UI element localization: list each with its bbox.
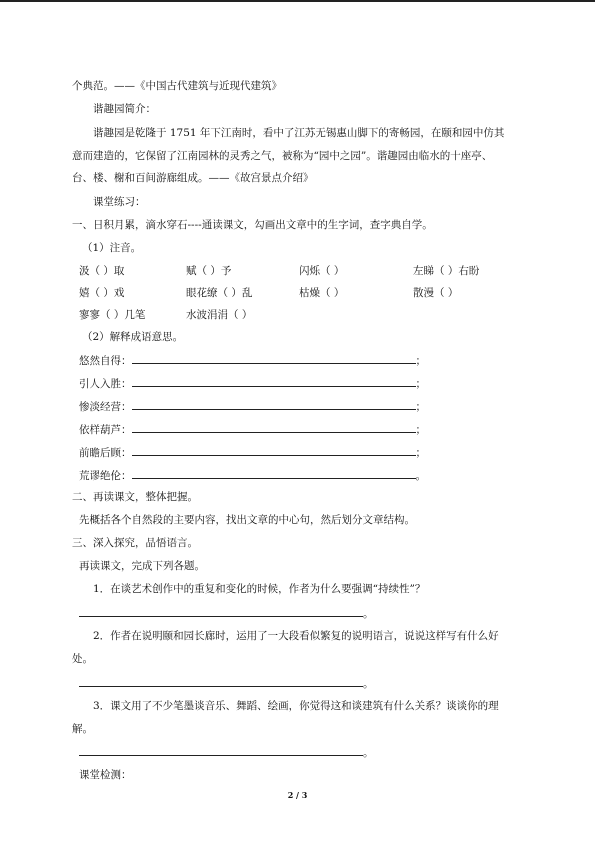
- idiom-term: 前瞻后顾：: [79, 447, 132, 459]
- pinyin-item: 左睇（ ）右盼: [413, 265, 480, 277]
- pinyin-item: 寥寥（ ）几笔: [79, 309, 146, 321]
- pinyin-item: 枯燥（ ）: [299, 287, 345, 299]
- answer-row: [79, 745, 374, 760]
- idioms-heading: （2）解释成语意思。: [82, 331, 184, 343]
- question-1: 1．在谈艺术创作中的重复和变化的时候，作者为什么要强调“持续性”？: [93, 583, 426, 595]
- test-heading: 课堂检测：: [79, 769, 132, 781]
- idiom-end: ；: [415, 424, 426, 436]
- idiom-end: ；: [415, 355, 426, 367]
- text-line: 谐趣园是乾隆于 1751 年下江南时，看中了江苏无锡惠山脚下的寄畅园，在颐和园中仿其: [93, 127, 505, 139]
- practice-heading: 课堂练习：: [93, 196, 146, 208]
- section2-text: 先概括各个自然段的主要内容，找出文章的中心句，然后划分文章结构。: [79, 514, 415, 526]
- answer-line[interactable]: [132, 445, 416, 456]
- answer-end: 。: [363, 608, 374, 620]
- idiom-row: [79, 399, 426, 414]
- pinyin-item: 闪烁（ ）: [299, 265, 345, 277]
- answer-line[interactable]: [132, 399, 416, 410]
- pinyin-item: 散漫（ ）: [413, 287, 459, 299]
- answer-row: [79, 606, 374, 621]
- answer-line[interactable]: [132, 468, 416, 479]
- idiom-row: [79, 376, 426, 391]
- idiom-end: ；: [415, 401, 426, 413]
- answer-line[interactable]: [132, 353, 416, 364]
- section3-heading: 三、深入探究，品悟语言。: [72, 537, 198, 549]
- pinyin-item: 汲（ ）取: [79, 265, 125, 277]
- page-number: 2 / 3: [287, 790, 308, 800]
- question-2: 2．作者在说明颐和园长廊时，运用了一大段看似繁复的说明语言，说说这样写有什么好: [93, 630, 499, 642]
- answer-end: 。: [363, 678, 374, 690]
- intro-heading: 谐趣园简介：: [93, 103, 156, 115]
- pinyin-item: 嬉（ ）戏: [79, 287, 125, 299]
- pinyin-item: 赋（ ）予: [186, 265, 232, 277]
- idiom-row: [79, 422, 426, 437]
- answer-line[interactable]: [79, 606, 363, 617]
- answer-row: [79, 676, 374, 691]
- idiom-term: 悠然自得：: [79, 355, 132, 367]
- pinyin-item: 水波涓涓（ ）: [186, 309, 253, 321]
- idiom-term: 荒谬绝伦：: [79, 470, 132, 482]
- text-line: 台、楼、榭和百间游廊组成。——《故宫景点介绍》: [72, 172, 314, 184]
- answer-end: 。: [363, 747, 374, 759]
- text-line: 意而建造的，它保留了江南园林的灵秀之气，被称为“园中之园”。谐趣园由临水的十座亭、: [72, 150, 493, 162]
- idiom-term: 引人入胜：: [79, 378, 132, 390]
- question-3-cont: 解。: [72, 723, 93, 735]
- question-3: 3．课文用了不少笔墨谈音乐、舞蹈、绘画，你觉得这和谈建筑有什么关系？谈谈你的理: [93, 700, 499, 712]
- section1-heading: 一、日积月累，滴水穿石----通读课文，勾画出文章中的生字词，查字典自学。: [72, 219, 433, 231]
- answer-line[interactable]: [79, 676, 363, 687]
- section3-intro: 再读课文，完成下列各题。: [79, 560, 205, 572]
- idiom-end: ；: [415, 378, 426, 390]
- idiom-end: 。: [415, 470, 426, 482]
- header-rule: [0, 0, 595, 2]
- text-line: 个典范。——《中国古代建筑与近现代建筑》: [72, 80, 282, 92]
- answer-line[interactable]: [79, 745, 363, 756]
- idiom-end: ；: [415, 447, 426, 459]
- idiom-row: [79, 468, 426, 483]
- idiom-term: 惨淡经营：: [79, 401, 132, 413]
- idiom-row: [79, 445, 426, 460]
- pinyin-item: 眼花缭（ ）乱: [186, 287, 253, 299]
- idiom-term: 依样葫芦：: [79, 424, 132, 436]
- idiom-row: [79, 353, 426, 368]
- question-2-cont: 处。: [72, 653, 93, 665]
- answer-line[interactable]: [132, 422, 416, 433]
- answer-line[interactable]: [132, 376, 416, 387]
- section2-heading: 二、再读课文，整体把握。: [72, 491, 198, 503]
- pinyin-heading: （1）注音。: [82, 242, 142, 254]
